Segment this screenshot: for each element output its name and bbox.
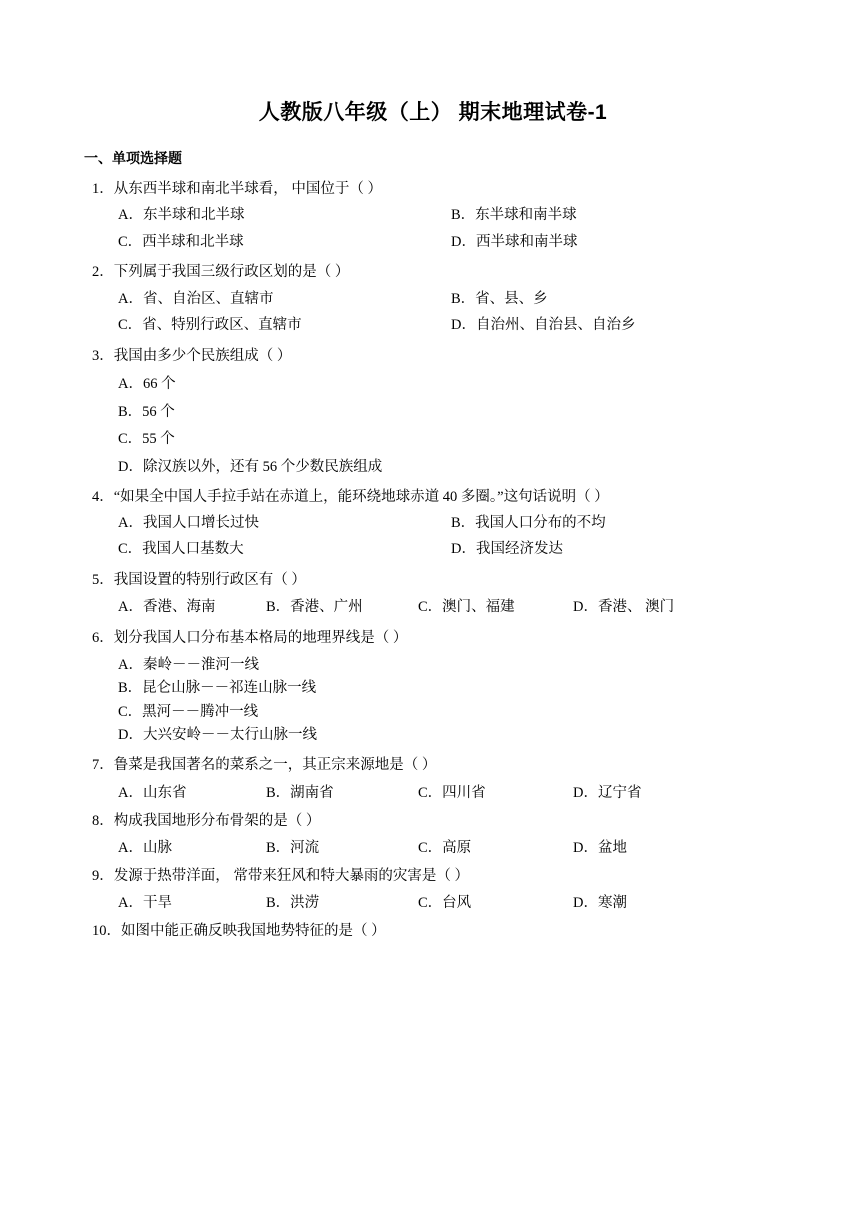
options-group: [118, 891, 784, 916]
question-stem: [92, 920, 784, 942]
question-2: [82, 261, 784, 340]
option-b[interactable]: B．我国人口分布的不均: [451, 515, 606, 531]
options-group: [118, 654, 784, 748]
option-c[interactable]: C．四川省: [418, 784, 486, 801]
question-number: 9．: [92, 867, 114, 884]
question-number: 10．: [92, 922, 121, 939]
options-group: [118, 204, 784, 257]
option-d[interactable]: D．西半球和南半球: [451, 233, 578, 250]
option-b[interactable]: B．河流: [266, 840, 320, 857]
option-a[interactable]: A．我国人口增长过快: [118, 515, 259, 531]
question-number: 6．: [92, 630, 114, 647]
question-7: [82, 754, 784, 805]
question-number: 5．: [92, 571, 114, 588]
option-c[interactable]: C．台风: [418, 895, 472, 912]
question-1: [82, 178, 784, 257]
option-d[interactable]: D．寒潮: [573, 895, 627, 912]
question-stem: [92, 178, 784, 200]
question-10: [82, 920, 784, 942]
option-d[interactable]: D．除汉族以外，还有 56 个少数民族组成: [118, 458, 383, 475]
question-6: [82, 627, 784, 747]
question-stem: [92, 627, 784, 649]
option-c[interactable]: C．黑河－－腾冲一线: [118, 703, 259, 720]
option-b[interactable]: B．省、县、乡: [451, 290, 548, 307]
question-text: 构成我国地形分布骨架的是（ ）: [113, 812, 321, 829]
option-d[interactable]: D．盆地: [573, 840, 627, 857]
question-text: “如果全中国人手拉手站在赤道上，能环绕地球赤道 40 多圈。”这句话说明（ ）: [113, 488, 609, 505]
option-a[interactable]: A．66 个: [118, 376, 176, 393]
page-title: 人教版八年级（上） 期末地理试卷-1: [258, 101, 608, 124]
option-a[interactable]: A．东半球和北半球: [118, 207, 245, 224]
question-number: 1．: [92, 181, 114, 197]
option-a[interactable]: A．秦岭－－淮河一线: [118, 656, 259, 673]
option-b[interactable]: B．香港、广州: [266, 599, 363, 616]
option-b[interactable]: B．东半球和南半球: [451, 207, 577, 224]
question-text: 划分我国人口分布基本格局的地理界线是（ ）: [113, 630, 408, 647]
option-c[interactable]: C．我国人口基数大: [118, 541, 244, 558]
option-a[interactable]: A．山脉: [118, 840, 172, 857]
question-text: 下列属于我国三级行政区划的是（ ）: [113, 264, 350, 281]
options-group: [118, 288, 784, 341]
question-number: 7．: [92, 757, 114, 774]
question-stem: [92, 569, 784, 591]
question-stem: [92, 865, 784, 887]
question-text: 鲁菜是我国著名的菜系之一，其正宗来源地是（ ）: [113, 757, 437, 774]
option-a[interactable]: A．香港、海南: [118, 599, 216, 616]
question-stem: [92, 486, 784, 508]
options-group: [118, 512, 784, 565]
question-3: [82, 345, 784, 482]
question-8: [82, 810, 784, 861]
question-number: 4．: [92, 488, 114, 505]
option-a[interactable]: A．省、自治区、直辖市: [118, 290, 274, 307]
option-d[interactable]: D．香港、 澳门: [573, 599, 675, 616]
question-stem: [92, 754, 784, 776]
question-number: 3．: [92, 347, 114, 364]
option-d[interactable]: D．自治州、自治县、自治乡: [451, 317, 636, 334]
options-group: [118, 781, 784, 806]
question-stem: [92, 345, 784, 367]
option-b[interactable]: B．56 个: [118, 403, 175, 420]
options-group: [118, 595, 784, 620]
question-text: 从东西半球和南北半球看， 中国位于（ ）: [113, 181, 382, 197]
option-c[interactable]: C．55 个: [118, 431, 175, 448]
question-number: 8．: [92, 812, 114, 829]
option-b[interactable]: B．湖南省: [266, 784, 334, 801]
question-4: [82, 486, 784, 565]
option-c[interactable]: C．省、特别行政区、直辖市: [118, 317, 302, 334]
options-group: [118, 836, 784, 861]
options-group: [118, 371, 784, 481]
question-5: [82, 569, 784, 620]
question-number: 2．: [92, 264, 114, 281]
question-text: 发源于热带洋面， 常带来狂风和特大暴雨的灾害是（ ）: [113, 867, 469, 884]
option-d[interactable]: D．大兴安岭－－太行山脉一线: [118, 727, 317, 743]
option-d[interactable]: D．辽宁省: [573, 784, 642, 801]
option-a[interactable]: A．山东省: [118, 784, 187, 801]
question-text: 我国设置的特别行政区有（ ）: [113, 571, 306, 588]
question-text: 我国由多少个民族组成（ ）: [113, 347, 292, 364]
section-heading: 一、单项选择题: [84, 150, 182, 166]
option-c[interactable]: C．西半球和北半球: [118, 233, 244, 250]
option-b[interactable]: B．昆仑山脉－－祁连山脉一线: [118, 680, 317, 697]
option-a[interactable]: A．干旱: [118, 895, 172, 912]
option-c[interactable]: C．高原: [418, 840, 472, 857]
question-9: [82, 865, 784, 916]
exam-page: [0, 96, 866, 1218]
question-stem: [92, 261, 784, 283]
option-c[interactable]: C．澳门、福建: [418, 599, 515, 616]
question-stem: [92, 810, 784, 832]
option-b[interactable]: B．洪涝: [266, 895, 320, 912]
question-text: 如图中能正确反映我国地势特征的是（ ）: [121, 922, 386, 939]
option-d[interactable]: D．我国经济发达: [451, 541, 563, 558]
